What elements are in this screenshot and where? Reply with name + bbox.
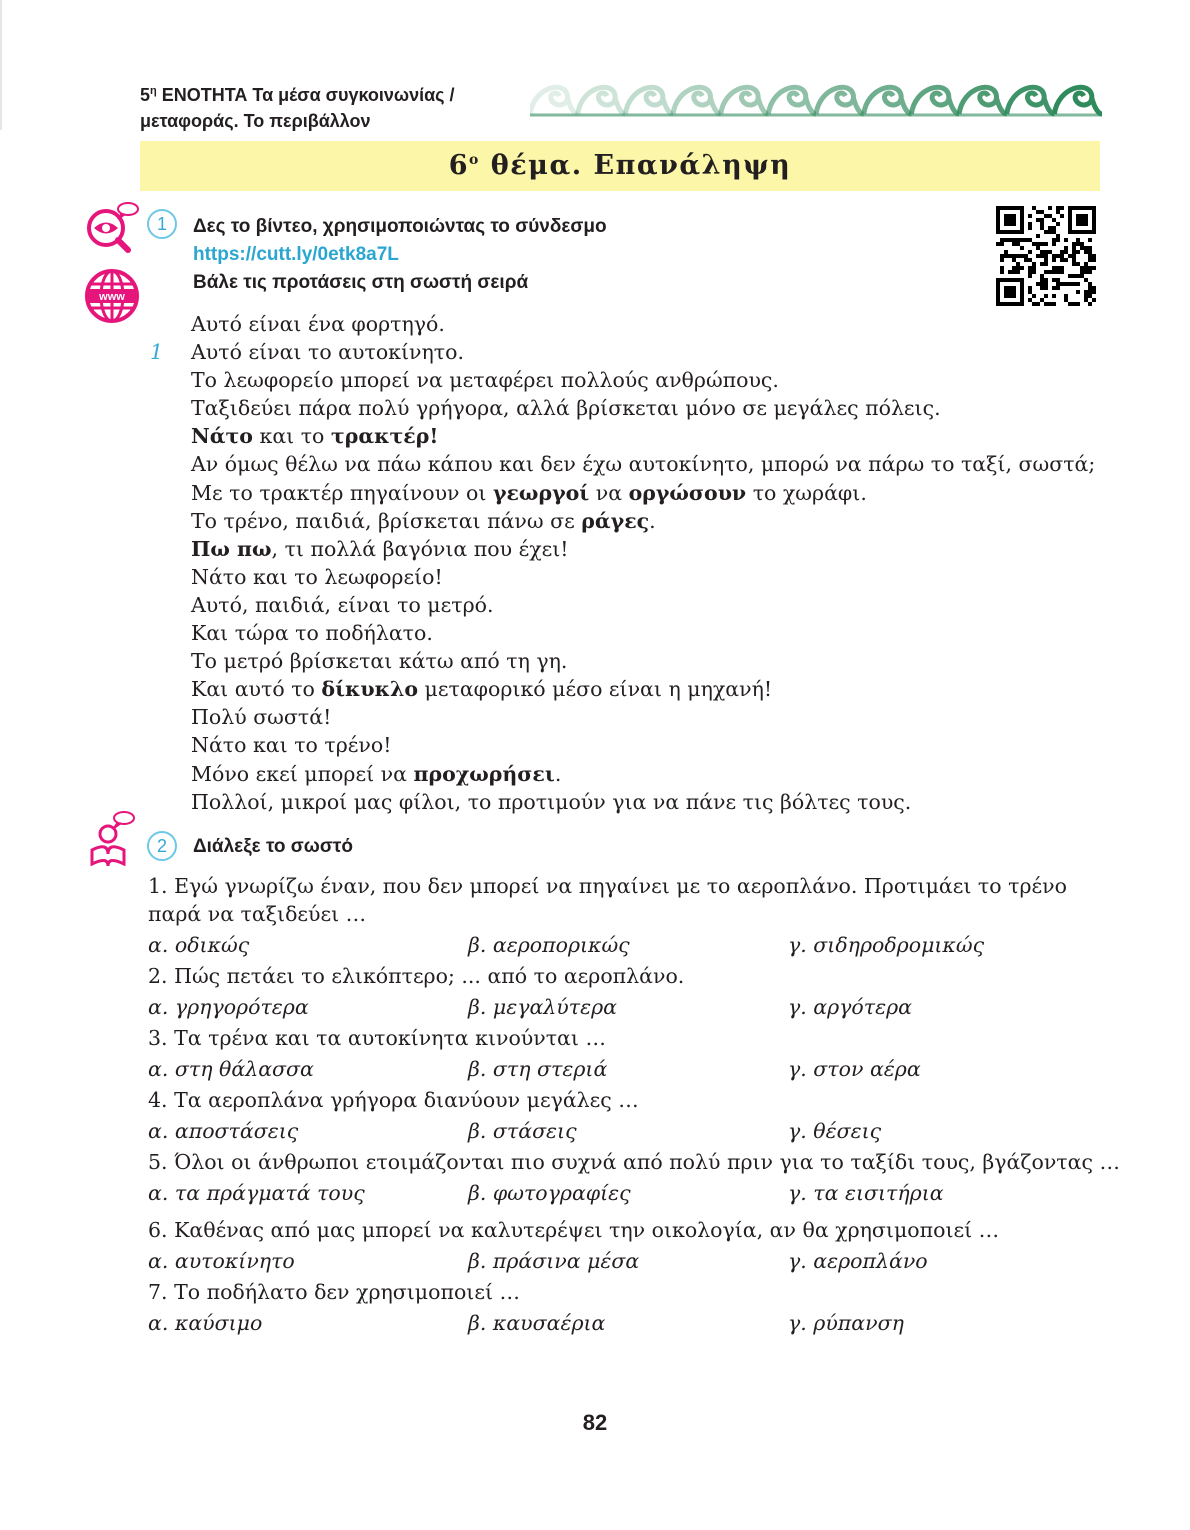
bold-word: δίκυκλο [321, 677, 419, 702]
question-text: 5. Όλοι οι άνθρωποι ετοιμάζονται πιο συχνά από πολύ πριν για το ταξίδι τους, βγάζοντας … [148, 1150, 1120, 1174]
unit-header-line2: μεταφοράς. Το περιβάλλον [140, 111, 371, 131]
sentence-text: Πολύ σωστά! [191, 705, 332, 730]
sentence-text: Νάτο και το τρένο! [191, 733, 392, 758]
sentence-text: Το λεωφορείο μπορεί να μεταφέρει πολλούς ανθρώπους. [191, 368, 779, 393]
sentence-text: Το τρένο, παιδιά, βρίσκεται πάνω σε [191, 508, 582, 533]
answer-option-b[interactable]: β. μεγαλύτερα [468, 995, 617, 1019]
exercise1-instruction: Δες το βίντεο, χρησιμοποιώντας το σύνδεσμο [193, 216, 607, 237]
answer-option-c[interactable]: γ. ρύπανση [788, 1311, 904, 1335]
answer-option-b[interactable]: β. καυσαέρια [468, 1311, 606, 1335]
wave-scroll [864, 87, 912, 114]
page-number: 82 [582, 1410, 608, 1435]
sentence-line [191, 422, 1095, 450]
question-text: 2. Πώς πετάει το ελικόπτερο; ... από το αεροπλάνο. [148, 964, 685, 988]
globe-www-icon [84, 268, 140, 324]
bold-word: γεωργοί [492, 480, 590, 505]
wave-scroll [625, 87, 673, 114]
globe-www-label: www [99, 291, 125, 303]
sentence-line [191, 647, 1095, 675]
sentence-line [191, 788, 1095, 816]
answer-option-b[interactable]: β. αεροπορικώς [468, 933, 630, 957]
bold-word: ράγες [581, 508, 650, 533]
exercise2-instruction: Διάλεξε το σωστό [193, 836, 353, 857]
sentence-text: Αυτό είναι ένα φορτηγό. [191, 312, 445, 336]
answer-options [148, 1114, 1108, 1148]
sentence-line [191, 760, 1095, 788]
sentence-text: Το μετρό βρίσκεται κάτω από τη γη. [191, 649, 568, 674]
answer-option-a[interactable]: α. αποστάσεις [148, 1119, 299, 1143]
question-text: 3. Τα τρένα και τα αυτοκίνητα κινούνται … [148, 1026, 606, 1050]
answer-option-c[interactable]: γ. σιδηροδρομικώς [788, 933, 985, 957]
unit-header-line1: $5^\eta$ ΕΝΟΤΗΤΑ Τα μέσα συγκοινωνίας / [140, 85, 455, 105]
sentence-line [191, 507, 1095, 535]
question-text: 7. Το ποδήλατο δεν χρησιμοποιεί … [148, 1280, 521, 1304]
sentence-text: Νάτο και το λεωφορείο! [191, 564, 443, 589]
sentence-text: . [554, 761, 562, 786]
sentence-text: και το [252, 424, 331, 449]
bold-word: οργώσουν [628, 480, 747, 505]
sentence-line [191, 310, 1095, 338]
answer-option-a[interactable]: α. καύσιμο [148, 1311, 263, 1335]
answer-option-b[interactable]: β. στη στεριά [468, 1057, 608, 1081]
question-text: 1. Εγώ γνωρίζω έναν, που δεν μπορεί να πηγαίνει με το αεροπλάνο. Προτιμάει το τρένο παρά να ταξιδεύει … [148, 874, 1067, 926]
question-text: 4. Τα αεροπλάνα γρήγορα διανύουν μεγάλες … [148, 1088, 639, 1112]
sentence-text: . [649, 508, 656, 533]
bold-word: Πω πω [191, 536, 272, 561]
sentence-line [191, 366, 1095, 394]
video-link[interactable]: https://cutt.ly/0etk8a7L [193, 244, 399, 265]
wave-scroll [721, 87, 769, 114]
exercise-number-2: 2 [147, 831, 177, 861]
answer-options [148, 1244, 1108, 1278]
answer-option-b[interactable]: β. στάσεις [468, 1119, 577, 1143]
answer-option-c[interactable]: γ. στον αέρα [788, 1057, 921, 1081]
sentence-text: Ταξιδεύει πάρα πολύ γρήγορα, αλλά βρίσκεται μόνο σε μεγάλες πόλεις. [191, 396, 941, 421]
lesson-title-bar [140, 141, 1100, 191]
wave-scroll [578, 87, 626, 114]
answer-options [148, 1306, 1108, 1340]
wave-scroll [816, 87, 864, 114]
sentence-list [191, 310, 1095, 816]
wave-scroll [1007, 87, 1055, 114]
sentence-line [191, 394, 1095, 422]
watch-video-icon [84, 200, 140, 254]
answer-option-c[interactable]: γ. θέσεις [788, 1119, 882, 1143]
question-text: 6. Καθένας από μας μπορεί να καλυτερέψει την οικολογία, αν θα χρησιμοποιεί … [148, 1218, 1000, 1242]
sentence-text: Αν όμως θέλω να πάω κάπου και δεν έχω αυτοκίνητο, μπορώ να πάρω το ταξί, σωστά; [191, 452, 1096, 477]
sentence-text: να [589, 480, 629, 505]
answer-option-a[interactable]: α. στη θάλασσα [148, 1057, 314, 1081]
bold-word: τρακτέρ! [330, 424, 439, 449]
order-marker: 1 [150, 340, 164, 364]
bold-word: προχωρήσει [413, 761, 555, 786]
question-list [148, 872, 1120, 1340]
qr-code[interactable] [996, 206, 1096, 306]
sentence-text: Μόνο εκεί μπορεί να [191, 761, 414, 786]
answer-option-c[interactable]: γ. αεροπλάνο [788, 1249, 928, 1273]
answer-options [148, 928, 1108, 962]
sentence-line [191, 450, 1095, 478]
sentence-line [191, 591, 1095, 619]
wave-scroll [673, 87, 721, 114]
answer-options [148, 1052, 1108, 1086]
sentence-line [191, 338, 1095, 366]
page-edge-line [0, 0, 2, 130]
answer-option-b[interactable]: β. φωτογραφίες [468, 1181, 631, 1205]
sentence-line [191, 535, 1095, 563]
answer-option-a[interactable]: α. τα πράγματά τους [148, 1181, 365, 1205]
wave-scroll [911, 87, 959, 114]
sentence-line [191, 703, 1095, 731]
bold-word: Νάτο [191, 424, 253, 449]
wave-scroll [959, 87, 1007, 114]
sentence-text: Πολλοί, μικροί μας φίλοι, το προτιμούν για να πάνε τις βόλτες τους. [191, 789, 912, 814]
unit-header [140, 78, 455, 134]
lesson-title: $6^o$ θέμα. Επανάληψη [448, 150, 792, 181]
sentence-text: Και αυτό το [191, 677, 322, 702]
sentence-text: Με το τρακτέρ πηγαίνουν οι [191, 480, 493, 505]
answer-option-a[interactable]: α. οδικώς [148, 933, 250, 957]
sentence-text: , τι πολλά βαγόνια που έχει! [271, 536, 569, 561]
reading-child-icon [88, 810, 138, 866]
sentence-text: το χωράφι. [746, 480, 867, 505]
answer-option-a[interactable]: α. αυτοκίνητο [148, 1249, 295, 1273]
sentence-text: Και τώρα το ποδήλατο. [191, 621, 433, 646]
sentence-text: μεταφορικό μέσο είναι η μηχανή! [418, 677, 773, 702]
answer-options [148, 1176, 1108, 1210]
answer-option-b[interactable]: β. πράσινα μέσα [468, 1249, 640, 1273]
wave-scroll [530, 87, 578, 114]
sentence-line [191, 479, 1095, 507]
sentence-line [191, 563, 1095, 591]
answer-option-a[interactable]: α. γρηγορότερα [148, 995, 309, 1019]
answer-option-c[interactable]: γ. αργότερα [788, 995, 913, 1019]
sentence-line [191, 675, 1095, 703]
exercise-number-1: 1 [147, 209, 177, 239]
answer-options [148, 990, 1108, 1024]
sentence-line [191, 619, 1095, 647]
exercise1-task: Βάλε τις προτάσεις στη σωστή σειρά [193, 272, 529, 293]
greek-wave-ornament [530, 78, 1102, 118]
sentence-text: Αυτό είναι το αυτοκίνητο. [191, 340, 464, 365]
wave-scroll [1054, 87, 1102, 114]
sentence-text: Αυτό, παιδιά, είναι το μετρό. [191, 592, 494, 617]
sentence-line [191, 731, 1095, 759]
answer-option-c[interactable]: γ. τα εισιτήρια [788, 1181, 944, 1205]
wave-scroll [768, 87, 816, 114]
